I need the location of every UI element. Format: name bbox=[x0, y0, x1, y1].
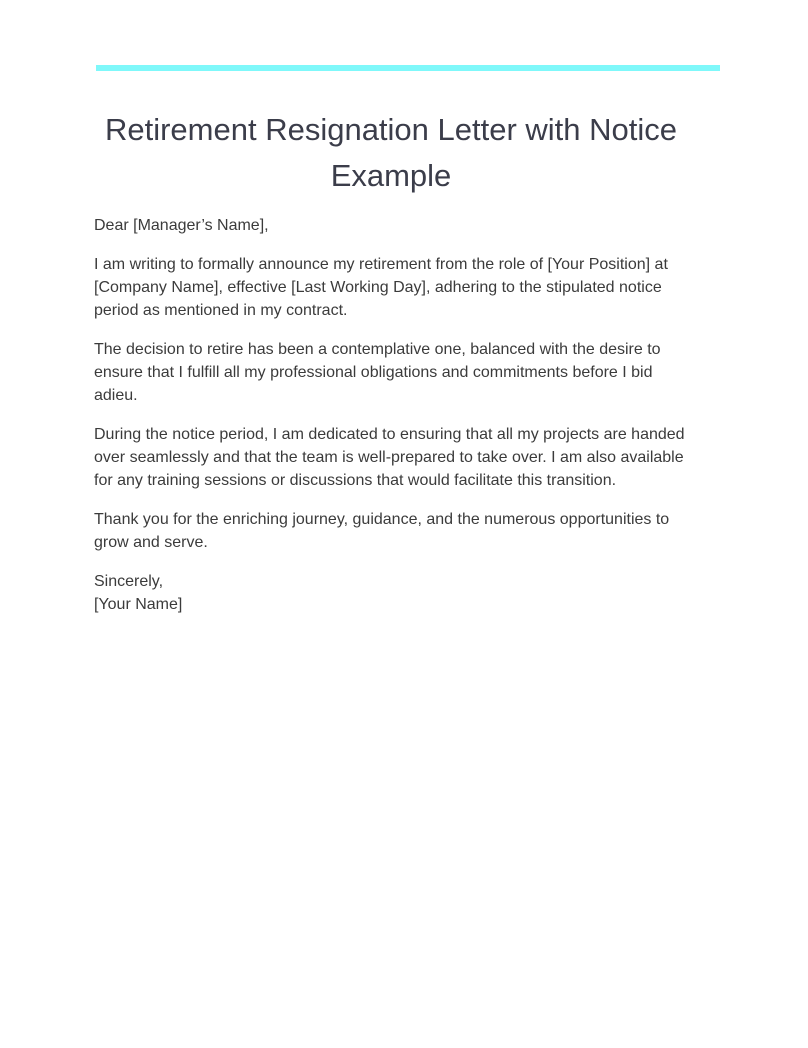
closing-block bbox=[94, 570, 694, 616]
closing-line: Sincerely, bbox=[94, 573, 164, 590]
signature-placeholder: [Your Name] bbox=[94, 596, 183, 613]
paragraph-3: During the notice period, I am dedicated to ensuring that all my projects are handed over seamlessly and that the team is well-prepared to take over. I am also available for any training sessions or discussions that would facilitate this transition. bbox=[94, 426, 685, 489]
header-accent-bar bbox=[96, 65, 720, 71]
letter-body bbox=[94, 214, 694, 616]
document-title: Retirement Resignation Letter with Notice Example bbox=[104, 112, 678, 193]
paragraph-4: Thank you for the enriching journey, guidance, and the numerous opportunities to grow and serve. bbox=[94, 511, 670, 551]
paragraph-2: The decision to retire has been a contemplative one, balanced with the desire to ensure that I fulfill all my professional obligations and commitments before I bid adieu. bbox=[94, 341, 661, 404]
salutation: Dear [Manager’s Name], bbox=[94, 217, 269, 234]
paragraph-1: I am writing to formally announce my retirement from the role of [Your Position] at [Company Name], effective [Last Working Day], adhering to the stipulated notice period as mentioned in my contract. bbox=[94, 256, 668, 319]
